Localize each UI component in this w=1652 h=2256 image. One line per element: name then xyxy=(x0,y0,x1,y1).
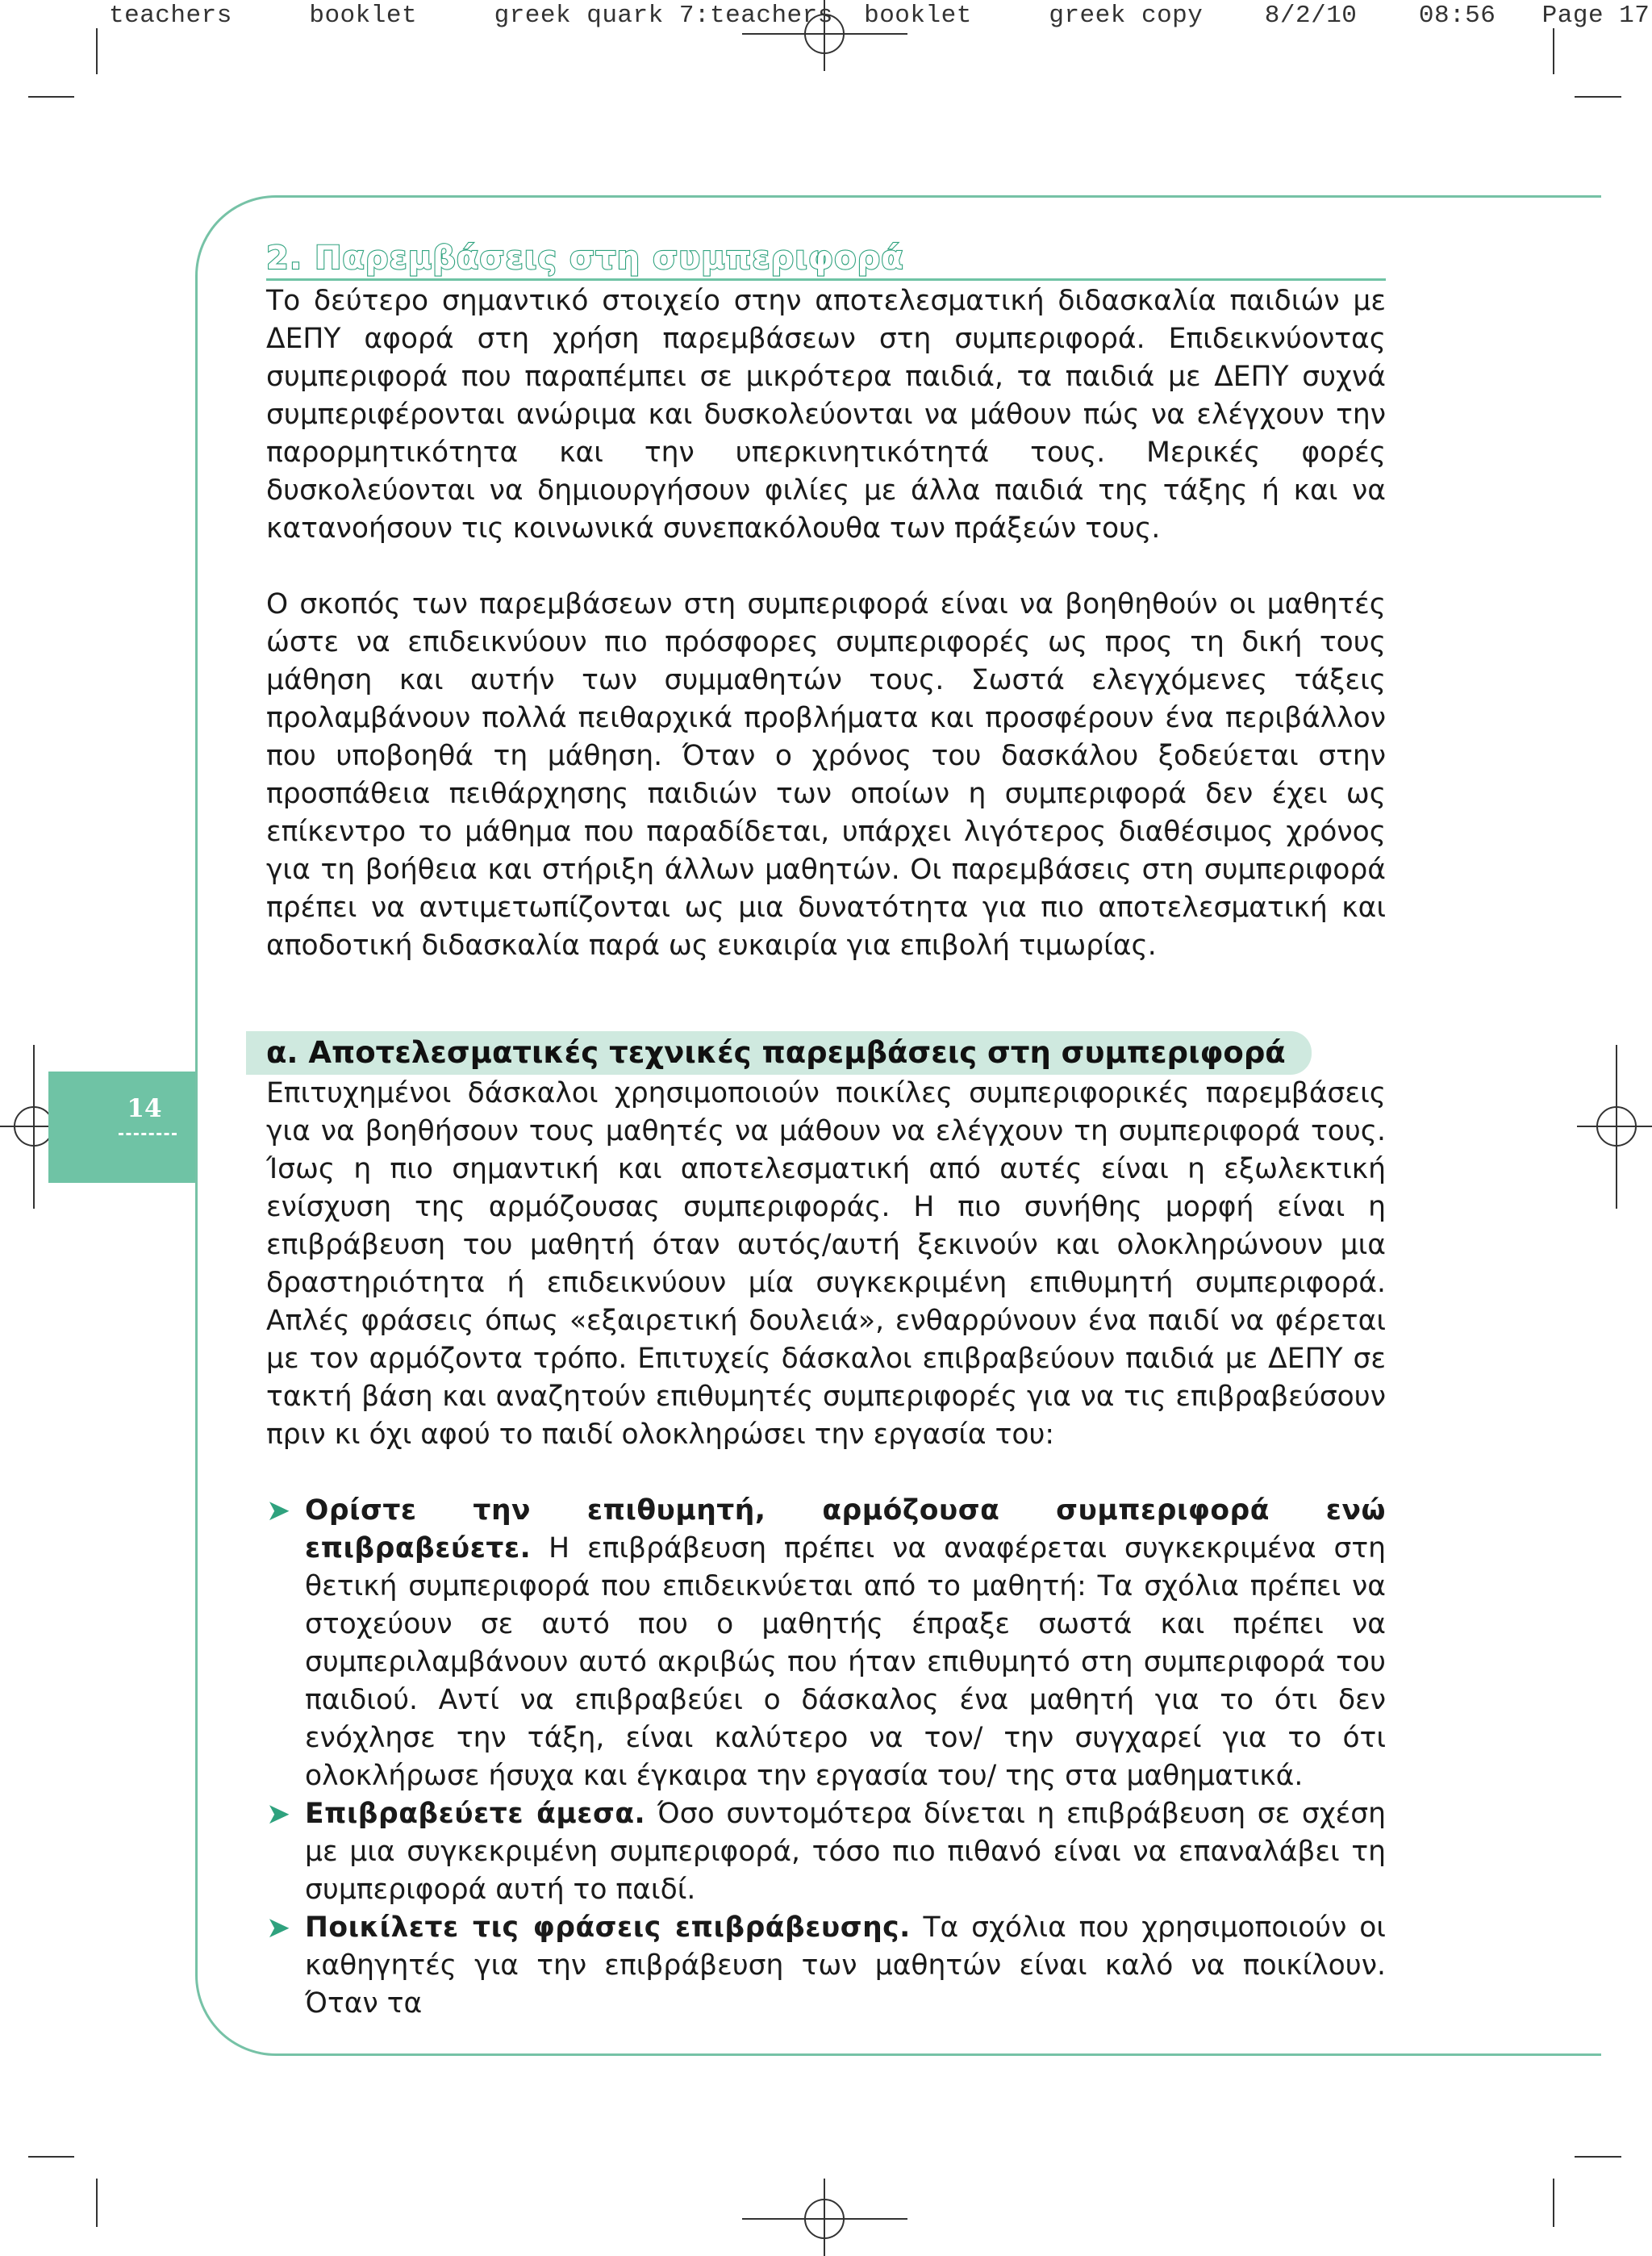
list-item xyxy=(266,1909,1386,2023)
slug-item: Page 17 xyxy=(1541,2,1650,30)
body-paragraph: Το δεύτερο σημαντικό στοιχείο στην αποτελεσματική διδασκαλία παιδιών με ΔΕΠΥ αφορά στη χρήση παρεμβάσεων στη συμπεριφορά. Επιδεικνύοντας συμπεριφορά που παραπέμπει σε μικρότερα παιδιά, τα παιδιά με ΔΕΠΥ συχνά συμπεριφέρονται ανώριμα και δυσκολεύονται να μάθουν πώς να ελέγχουν την παρορμητικότητα και την υπερκινητικότητά τους. Μερικές φορές δυσκολεύονται να δημιουργήσουν φιλίες με άλλα παιδιά της τάξης ή και να κατανοήσουν τις κοινωνικά συνεπακόλουθα των πράξεών τους. xyxy=(266,285,1386,545)
slug-item: greek copy xyxy=(1049,2,1204,30)
bullet-text: Η επιβράβευση πρέπει να αναφέρεται συγκεκριμένα στη θετική συμπεριφορά που επιδεικνύεται από το μαθητή: Τα σχόλια πρέπει να στοχεύουν σε αυτό που ο μαθητής έπραξε σωστά και πρέπει να συμπεριλαμβάνουν αυτό ακριβώς που ήταν επιθυμητό στη συμπεριφορά του παιδιού. Αντί να επιβραβεύει ο δάσκαλος ένα μαθητή για το ότι δεν ενόχλησε την τάξη, είναι καλύτερο να τον/ την συγχαρεί για το ότι ολοκλήρωσε ήσυχα και έγκαιρα την εργασία του/ της στα μαθηματικά. xyxy=(305,1532,1386,1792)
list-item xyxy=(266,1492,1386,1795)
slug-item: 08:56 xyxy=(1418,2,1496,30)
bullet-text: Τα σχόλια που χρησιμοποιούν οι καθηγητές για την επιβράβευση των μαθητών είναι καλό να ποικίλουν. Όταν τα xyxy=(305,1911,1386,2020)
bullet-title: Ορίστε την επιθυμητή, αρμόζουσα συμπεριφορά ενώ επιβραβεύετε. xyxy=(305,1494,1386,1565)
main-content xyxy=(266,238,1386,2023)
body-paragraph: Επιτυχημένοι δάσκαλοι χρησιμοποιούν ποικίλες συμπεριφορικές παρεμβάσεις για να βοηθήσουν τους μαθητές να μάθουν να ελέγχουν τη συμπεριφορά τους. Ίσως η πιο σημαντική και αποτελεσματική από αυτές είναι η εξωλεκτική ενίσχυση της αρμόζουσας συμπεριφοράς. Η πιο συνήθης μορφή είναι η επιβράβευση του μαθητή όταν αυτός/αυτή ξεκινούν και ολοκληρώνουν μια δραστηριότητα ή επιδεικνύουν μία συγκεκριμένη επιθυμητή συμπεριφορά. Απλές φράσεις όπως «εξαιρετική δουλειά», ενθαρρύνουν ένα παιδί να φέρεται με τον αρμόζοντα τρόπο. Επιτυχείς δάσκαλοι επιβραβεύουν παιδιά με ΔΕΠΥ σε τακτή βάση και αναζητούν επιθυμητές συμπεριφορές για να τις επιβραβεύσουν πριν κι όχι αφού το παιδί ολοκληρώσει την εργασία του: xyxy=(266,1077,1386,1451)
subsection-heading: α. Αποτελεσματικές τεχνικές παρεμβάσεις στη συμπεριφορά xyxy=(246,1031,1312,1075)
slug-item: booklet xyxy=(309,2,418,30)
page-number-tab xyxy=(48,1072,195,1183)
page-number-underline xyxy=(119,1133,177,1135)
slug-item: teachers xyxy=(109,2,232,30)
bullet-list xyxy=(266,1492,1386,2023)
body-paragraph: Ο σκοπός των παρεμβάσεων στη συμπεριφορά είναι να βοηθηθούν οι μαθητές ώστε να επιδεικνύουν πιο πρόσφορες συμπεριφορές ως προς τη δική τους μάθηση και αυτήν των συμμαθητών τους. Σωστά ελεγχόμενες τάξεις προλαμβάνουν πολλά πειθαρχικά προβλήματα και προσφέρουν ένα περιβάλλον που υποβοηθά τη μάθηση. Όταν ο χρόνος του δασκάλου ξοδεύεται στην προσπάθεια πειθάρχησης παιδιών των οποίων η συμπεριφορά δεν έχει ως επίκεντρο το μάθημα που παραδίδεται, υπάρχει λιγότερος διαθέσιμος χρόνος για τη βοήθεια και στήριξη άλλων μαθητών. Οι παρεμβάσεις στη συμπεριφορά πρέπει να αντιμετωπίζονται ως μια δυνατότητα για πιο αποτελεσματική και αποδοτική διδασκαλία παρά ως ευκαιρία για επιβολή τιμωρίας. xyxy=(266,588,1386,962)
bullet-title: Ποικίλετε τις φράσεις επιβράβευσης. xyxy=(305,1911,911,1944)
registration-target-top xyxy=(742,0,907,71)
slug-item: 8/2/10 xyxy=(1264,2,1358,30)
bullet-text: Όσο συντομότερα δίνεται η επιβράβευση σε σχέση με μια συγκεκριμένη συμπεριφορά, τόσο πιο πιθανό είναι να επαναλάβει τη συμπεριφορά αυτή το παιδί. xyxy=(305,1798,1387,1906)
arrow-bullet-icon: ➤ xyxy=(266,1911,291,1945)
slug-item: greek quark 7:teachers xyxy=(494,2,833,30)
list-item xyxy=(266,1795,1386,1909)
bullet-title: Επιβραβεύετε άμεσα. xyxy=(305,1798,646,1830)
page-number: 14 xyxy=(127,1094,162,1123)
registration-target-bottom xyxy=(742,2179,907,2256)
section-heading: 2. Παρεμβάσεις στη συμπεριφορά xyxy=(266,238,1386,281)
slug-item: booklet xyxy=(864,2,972,30)
arrow-bullet-icon: ➤ xyxy=(266,1494,291,1527)
arrow-bullet-icon: ➤ xyxy=(266,1798,291,1831)
